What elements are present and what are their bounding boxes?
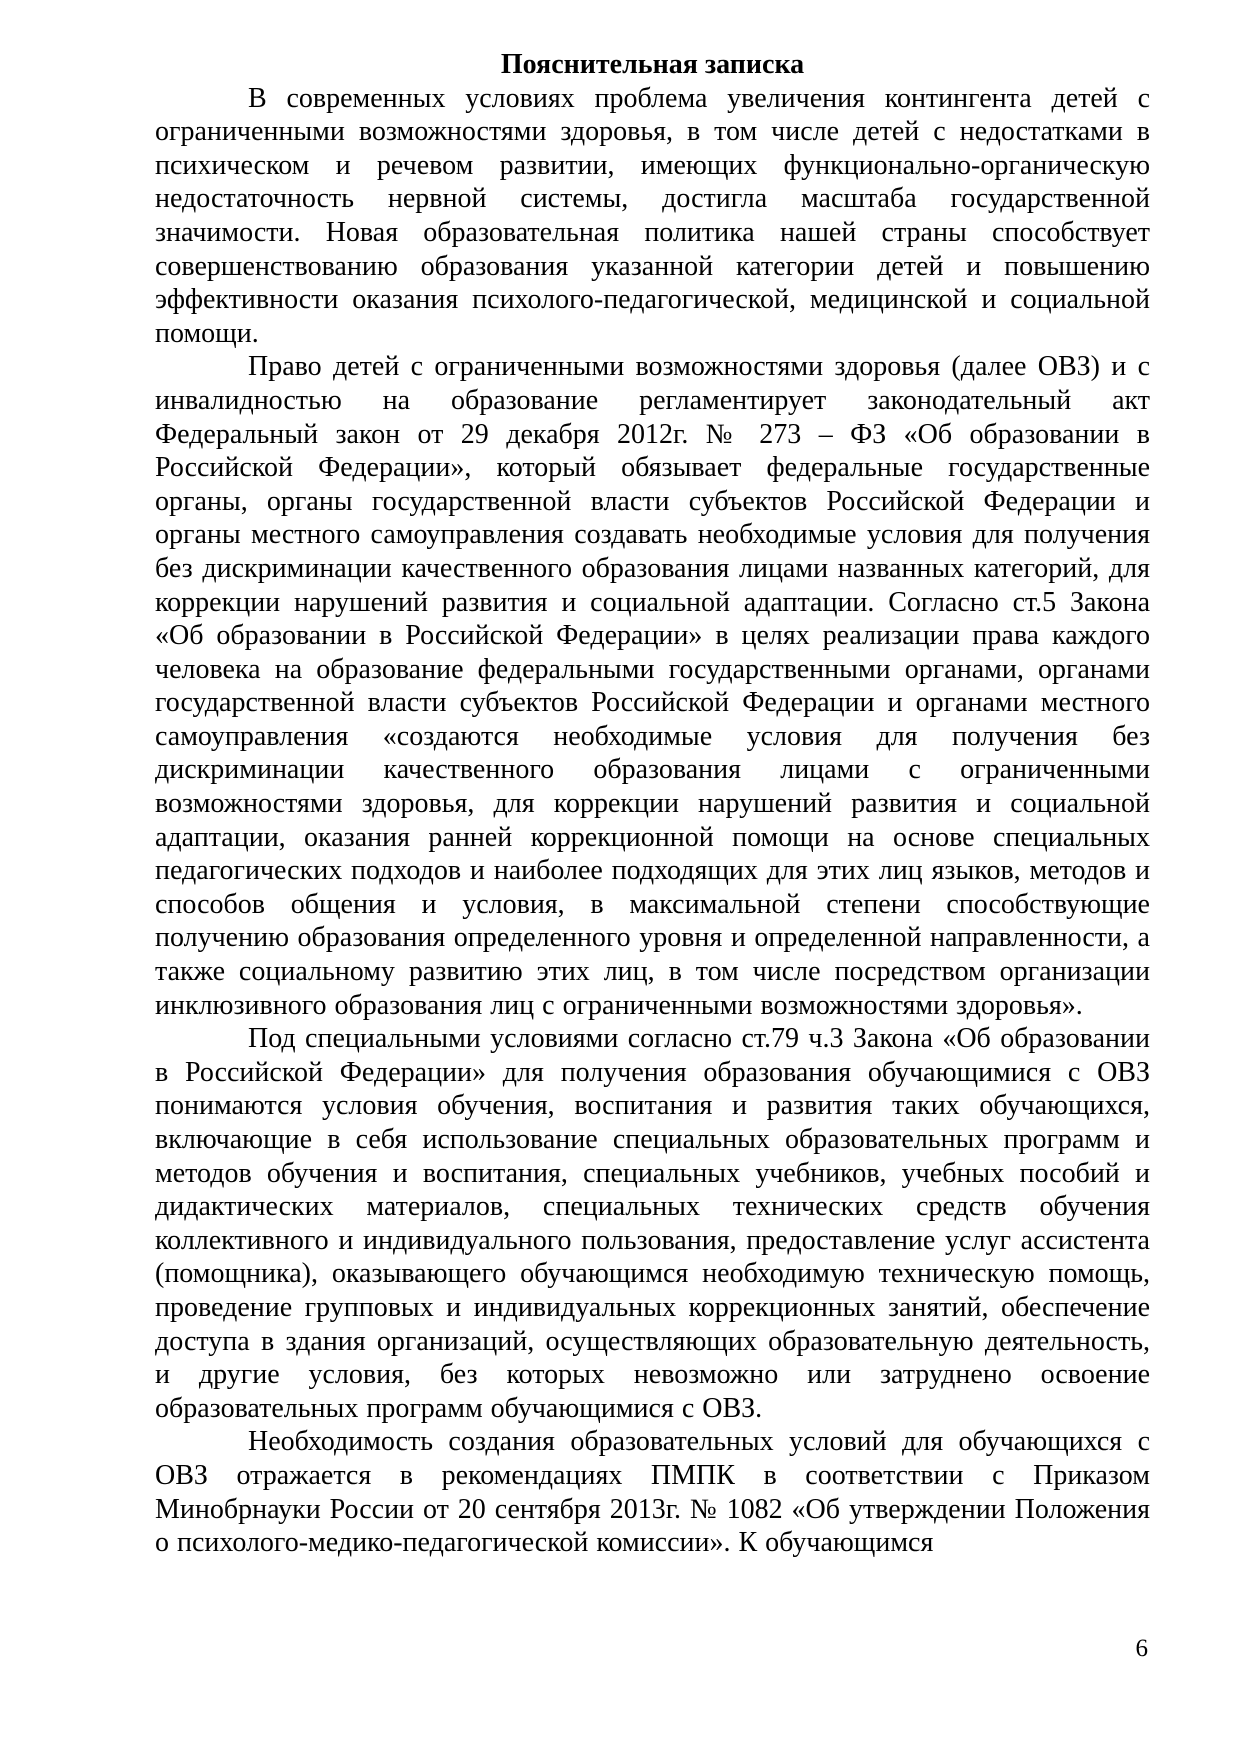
text-column [155, 48, 1150, 1560]
page-title: Пояснительная записка [500, 49, 805, 80]
paragraph-intro: В современных условиях проблема увеличения контингента детей с ограниченными возможностями здоровья, в том числе детей с недостатками в психическом и речевом развитии, имеющих функционально-органическую недостаточность нервной системы, достигла масштаба государственной значимости. Новая образовательная политика нашей страны способствует совершенствованию образования указанной категории детей и повышению эффективности оказания психолого-педагогической, медицинской и социальной помощи. [155, 82, 1150, 349]
paragraph-law-right-to-education: Право детей с ограниченными возможностями здоровья (далее ОВЗ) и с инвалидностью на образование регламентирует законодательный акт Федеральный закон от 29 декабря 2012г. № 273 – ФЗ «Об образовании в Российской Федерации», который обязывает федеральные государственные органы, органы государственной власти субъектов Российской Федерации и органы местного самоуправления создавать необходимые условия для получения без дискриминации качественного образования лицами названных категорий, для коррекции нарушений развития и социальной адаптации. Согласно ст.5 Закона «Об образовании в Российской Федерации» в целях реализации права каждого человека на образование федеральными государственными органами, органами государственной власти субъектов Российской Федерации и органами местного самоуправления «создаются необходимые условия для получения без дискриминации качественного образования лицами с ограниченными возможностями здоровья, для коррекции нарушений развития и социальной адаптации, оказания ранней коррекционной помощи на основе специальных педагогических подходов и наиболее подходящих для этих лиц языков, методов и способов общения и условия, в максимальной степени способствующие получению образования определенного уровня и определенной направленности, а также социальному развитию этих лиц, в том числе посредством организации инклюзивного образования лиц с ограниченными возможностями здоровья». [155, 351, 1150, 1021]
page-number: 6 [1135, 1635, 1148, 1662]
paragraph-special-conditions: Под специальными условиями согласно ст.79 ч.3 Закона «Об образовании в Российской Федерации» для получения образования обучающимися с ОВЗ понимаются условия обучения, воспитания и развития таких обучающихся, включающие в себя использование специальных образовательных программ и методов обучения и воспитания, специальных учебников, учебных пособий и дидактических материалов, специальных технических средств обучения коллективного и индивидуального пользования, предоставление услуг ассистента (помощника), оказывающего обучающимся необходимую техническую помощь, проведение групповых и индивидуальных коррекционных занятий, обеспечение доступа в здания организаций, осуществляющих образовательную деятельность, и другие условия, без которых невозможно или затруднено освоение образовательных программ обучающимися с ОВЗ. [155, 1023, 1150, 1424]
paragraph-pmpk-recommendations: Необходимость создания образовательных условий для обучающихся с ОВЗ отражается в рекомендациях ПМПК в соответствии с Приказом Минобрнауки России от 20 сентября 2013г. № 1082 «Об утверждении Положения о психолого-медико-педагогической комиссии». К обучающимся [155, 1426, 1150, 1559]
